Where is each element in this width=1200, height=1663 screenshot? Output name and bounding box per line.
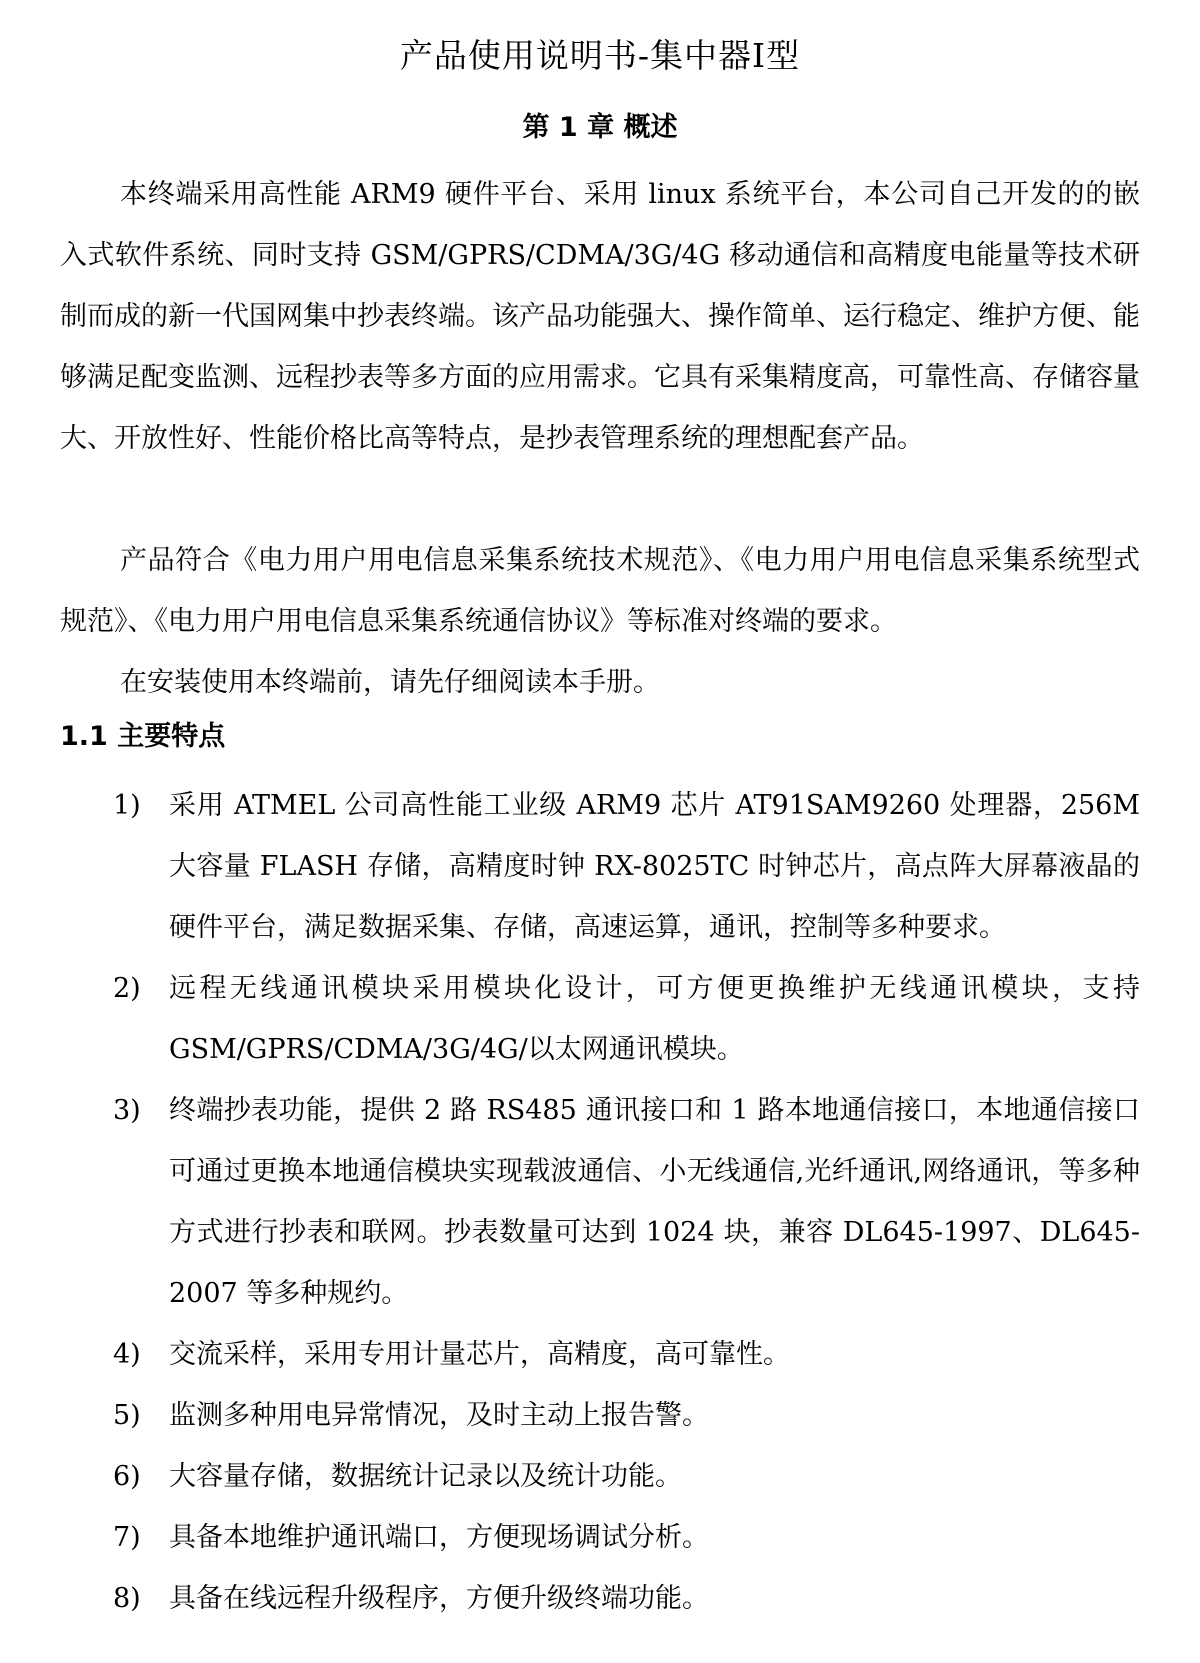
feature-text: 终端抄表功能，提供 2 路 RS485 通讯接口和 1 路本地通信接口，本地通信接口可通过更换本地通信模块实现载波通信、小无线通信,光纤通讯,网络通讯，等多种方式进行抄表和联网。抄表数量可达到 1024 块，兼容 DL645-1997、DL645-2007 等多种规约。 [169, 1095, 1140, 1309]
feature-text: 采用 ATMEL 公司高性能工业级 ARM9 芯片 AT91SAM9260 处理器，256M 大容量 FLASH 存储，高精度时钟 RX-8025TC 时钟芯片，高点阵大屏幕液晶的硬件平台，满足数据采集、存储，高速运算，通讯，控制等多种要求。 [169, 790, 1140, 943]
feature-item [0, 958, 1200, 1080]
feature-item [0, 775, 1200, 958]
feature-item [0, 1385, 1200, 1446]
feature-number: 2) [113, 973, 141, 1004]
feature-text: 具备本地维护通讯端口，方便现场调试分析。 [169, 1522, 709, 1553]
document-title: 产品使用说明书-集中器Ⅰ型 [399, 36, 801, 75]
feature-number: 6) [113, 1461, 141, 1492]
feature-text: 监测多种用电异常情况，及时主动上报告警。 [169, 1400, 709, 1431]
standards-paragraph: 产品符合《电力用户用电信息采集系统技术规范》、《电力用户用电信息采集系统型式规范》、《电力用户用电信息采集系统通信协议》等标准对终端的要求。 [60, 545, 1140, 637]
notice-paragraph: 在安装使用本终端前，请先仔细阅读本手册。 [120, 667, 660, 698]
feature-number: 1) [113, 790, 141, 821]
feature-text: 交流采样，采用专用计量芯片，高精度，高可靠性。 [169, 1339, 790, 1370]
feature-item [0, 1507, 1200, 1568]
feature-item [0, 1568, 1200, 1629]
feature-item [0, 1080, 1200, 1324]
feature-text: 远程无线通讯模块采用模块化设计，可方便更换维护无线通讯模块，支持 GSM/GPRS/CDMA/3G/4G/以太网通讯模块。 [169, 973, 1140, 1065]
section-heading: 1.1 主要特点 [60, 721, 226, 752]
feature-item [0, 1324, 1200, 1385]
feature-number: 8) [113, 1583, 141, 1614]
feature-number: 3) [113, 1095, 141, 1126]
intro-paragraph: 本终端采用高性能 ARM9 硬件平台、采用 linux 系统平台，本公司自己开发的的嵌入式软件系统、同时支持 GSM/GPRS/CDMA/3G/4G 移动通信和高精度电能量等技术研制而成的新一代国网集中抄表终端。该产品功能强大、操作简单、运行稳定、维护方便、能够满足配变监测、远程抄表等多方面的应用需求。它具有采集精度高，可靠性高、存储容量大、开放性好、性能价格比高等特点，是抄表管理系统的理想配套产品。 [60, 179, 1140, 454]
feature-list [0, 775, 1200, 1629]
feature-number: 7) [113, 1522, 141, 1553]
feature-number: 4) [113, 1339, 141, 1370]
feature-item [0, 1446, 1200, 1507]
chapter-heading: 第 1 章 概述 [522, 112, 678, 143]
feature-text: 具备在线远程升级程序，方便升级终端功能。 [169, 1583, 709, 1614]
feature-number: 5) [113, 1400, 141, 1431]
feature-text: 大容量存储，数据统计记录以及统计功能。 [169, 1461, 682, 1492]
